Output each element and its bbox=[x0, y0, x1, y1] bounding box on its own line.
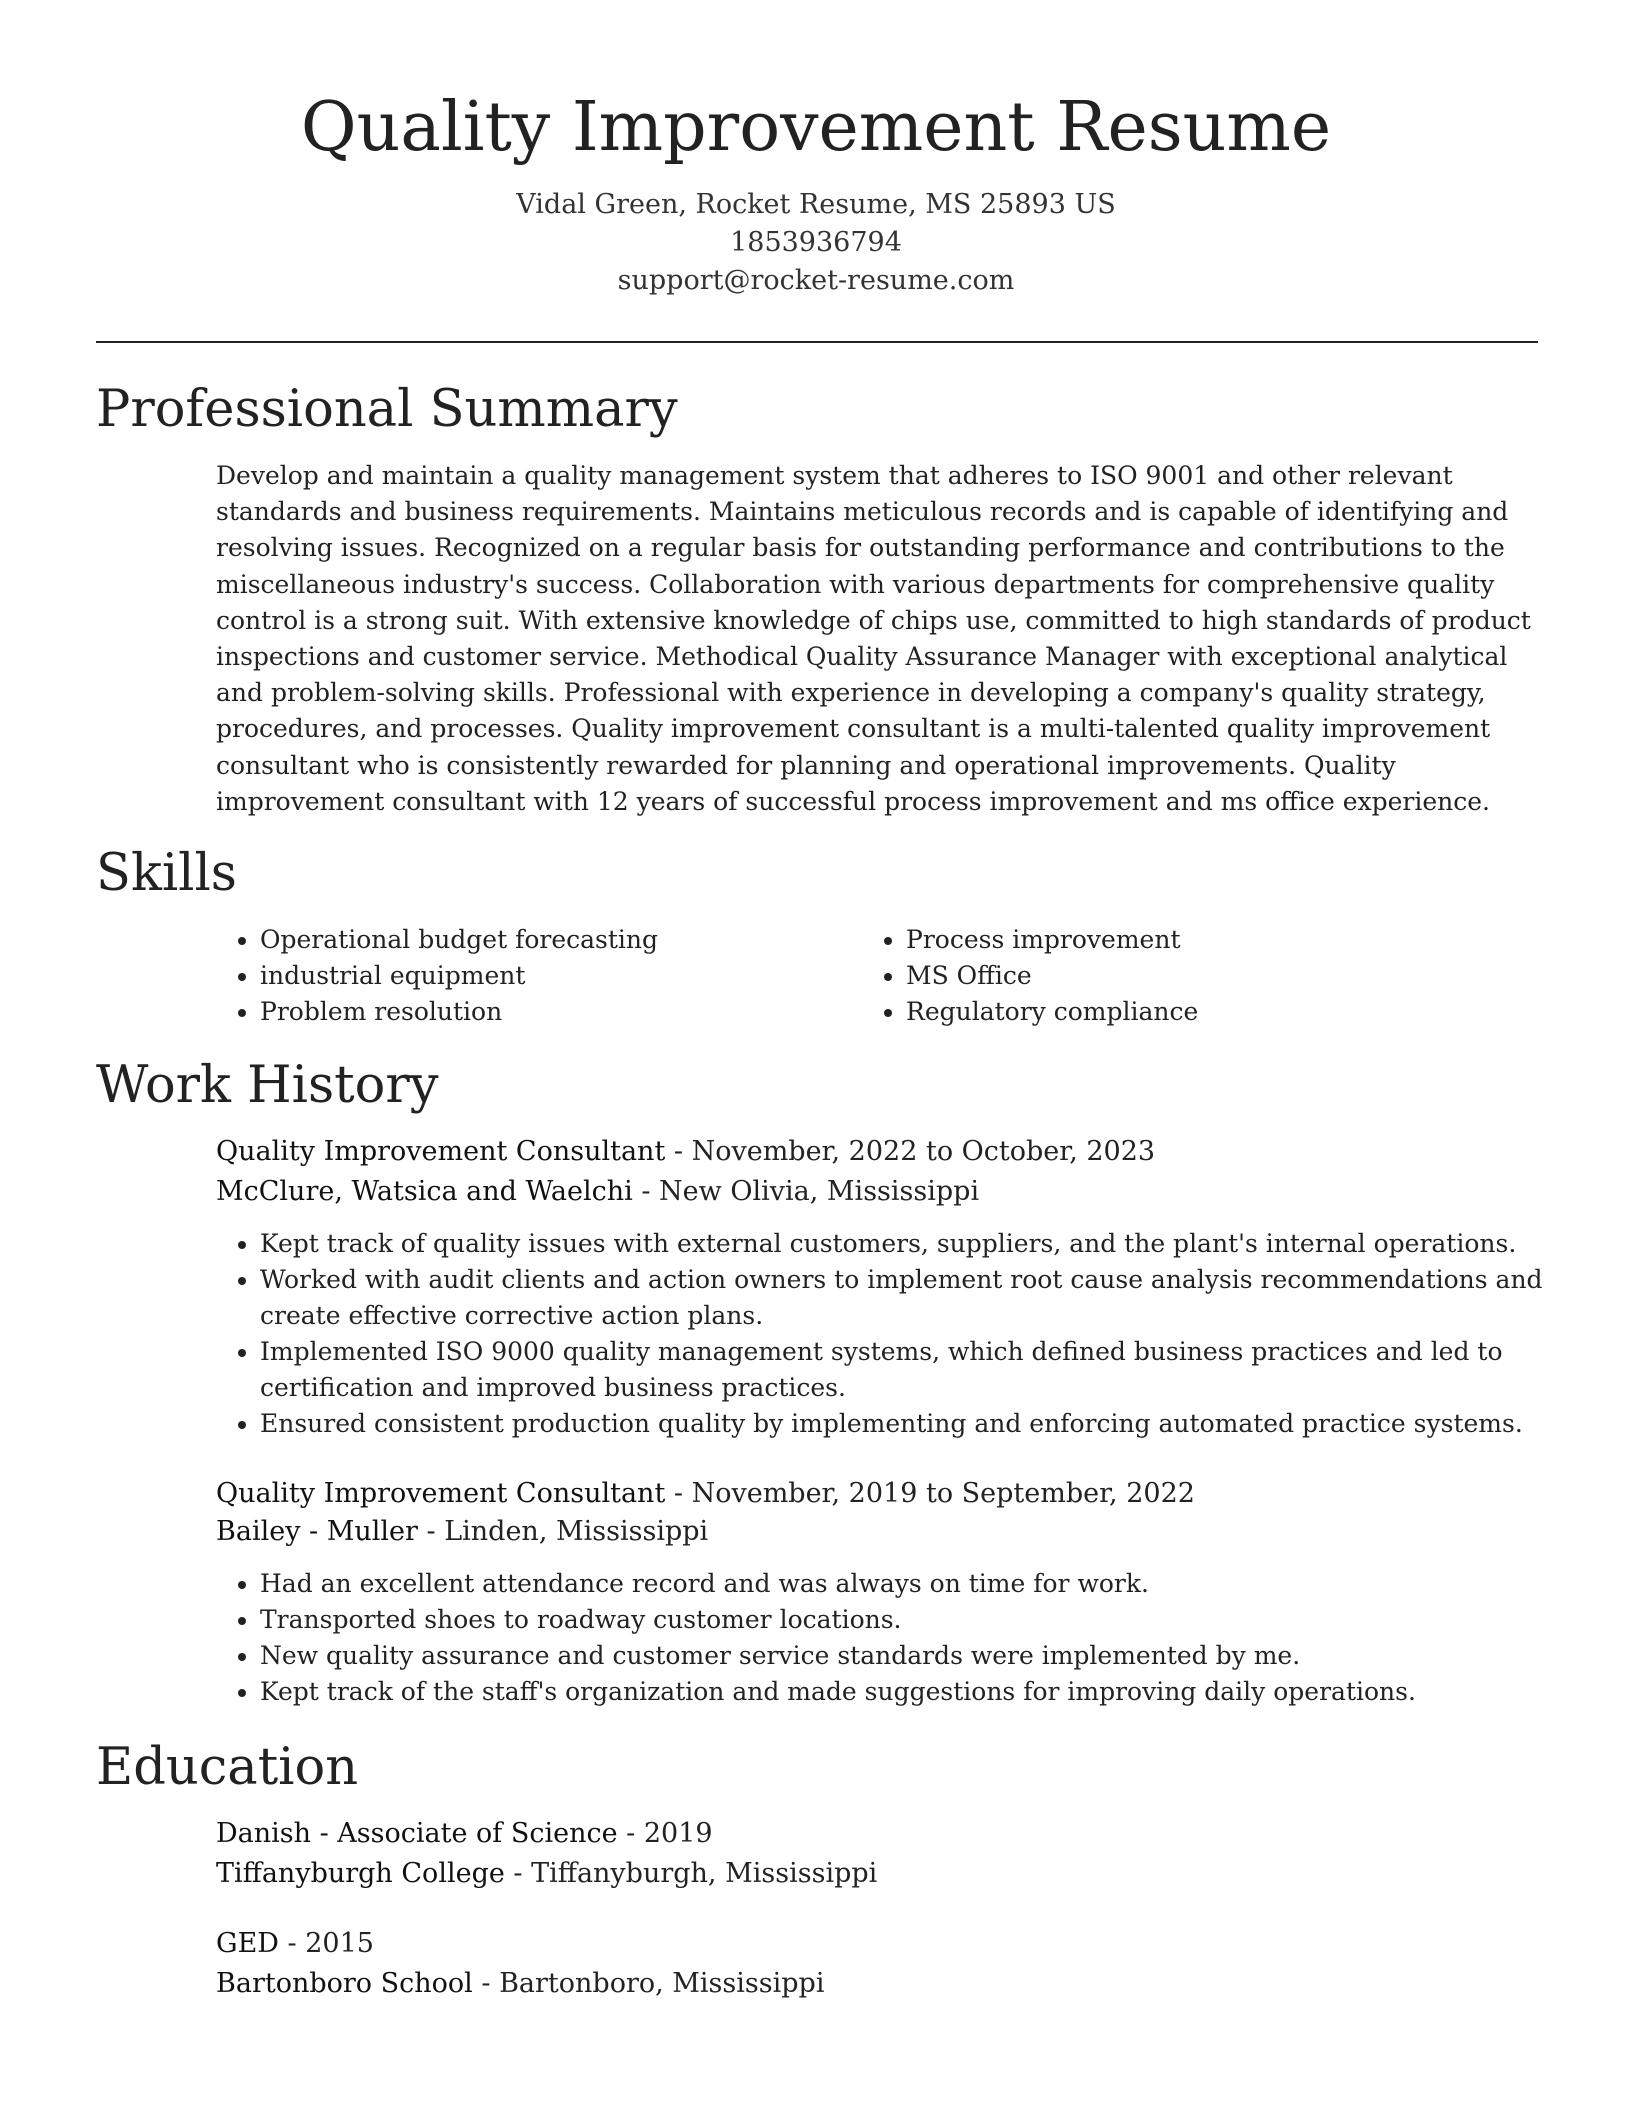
skill-item: • MS Office bbox=[906, 958, 1506, 994]
job-bullet: • Had an excellent attendance record and was always on time for work. bbox=[260, 1566, 1582, 1602]
job-bullet: • Ensured consistent production quality by implementing and enforcing automated practice systems. bbox=[260, 1406, 1582, 1442]
education-year: - 2019 bbox=[617, 1818, 713, 1849]
job-bullet: • Kept track of quality issues with external customers, suppliers, and the plant's internal operations. bbox=[260, 1226, 1582, 1262]
education-degree: GED bbox=[216, 1928, 279, 1959]
skills-list-left bbox=[216, 922, 860, 1030]
contact-address: Vidal Green, Rocket Resume, MS 25893 US bbox=[516, 189, 1116, 220]
job-company: McClure, Watsica and Waelchi bbox=[216, 1176, 633, 1207]
job-1-title-line bbox=[216, 1132, 1155, 1172]
education-school: Bartonboro School bbox=[216, 1968, 473, 1999]
education-heading: Education bbox=[96, 1738, 359, 1797]
skill-item: • Problem resolution bbox=[260, 994, 860, 1030]
education-2-school-line bbox=[216, 1964, 824, 2004]
resume-title: Quality Improvement Resume bbox=[300, 88, 1332, 167]
job-company: Bailey - Muller bbox=[216, 1516, 418, 1547]
education-location: - Bartonboro, Mississippi bbox=[472, 1968, 825, 1999]
skill-item: • industrial equipment bbox=[260, 958, 860, 994]
contact-email: support@rocket-resume.com bbox=[617, 265, 1015, 296]
contact-info bbox=[0, 186, 1632, 300]
job-location: - Linden, Mississippi bbox=[417, 1516, 709, 1547]
skills-heading: Skills bbox=[96, 844, 237, 903]
job-title: Quality Improvement Consultant bbox=[216, 1136, 666, 1167]
education-2-degree-line bbox=[216, 1924, 374, 1964]
job-1-company-line bbox=[216, 1172, 979, 1212]
skill-item: • Regulatory compliance bbox=[906, 994, 1506, 1030]
summary-text: Develop and maintain a quality management system that adheres to ISO 9001 and other relevant standards and business requirements. Maintains meticulous records and is capable of identifying and resolving issues. Recognized on a regular basis for outstanding performance and contributions to the miscellaneous industry's success. Collaboration with various departments for comprehensive quality control is a strong suit. With extensive knowledge of chips use, committed to high standards of product inspections and customer service. Methodical Quality Assurance Manager with exceptional analytical and problem-solving skills. Professional with experience in developing a company's quality strategy, procedures, and processes. Quality improvement consultant is a multi-talented quality improvement consultant who is consistently rewarded for planning and operational improvements. Quality improvement consultant with 12 years of successful process improvement and ms office experience. bbox=[216, 461, 1531, 816]
work-history-heading: Work History bbox=[96, 1056, 439, 1115]
education-degree: Danish - Associate of Science bbox=[216, 1818, 618, 1849]
job-dates: - November, 2019 to September, 2022 bbox=[665, 1478, 1195, 1509]
header-divider bbox=[96, 341, 1538, 343]
summary-heading: Professional Summary bbox=[96, 380, 678, 439]
job-1-bullets bbox=[216, 1226, 1582, 1442]
skill-item: • Process improvement bbox=[906, 922, 1506, 958]
job-2-bullets bbox=[216, 1566, 1582, 1710]
education-school: Tiffanyburgh College bbox=[216, 1858, 505, 1889]
education-1-degree-line bbox=[216, 1814, 713, 1854]
skill-item: • Operational budget forecasting bbox=[260, 922, 860, 958]
job-2-title-line bbox=[216, 1474, 1195, 1514]
job-bullet: • Kept track of the staff's organization and made suggestions for improving daily operations. bbox=[260, 1674, 1582, 1710]
education-year: - 2015 bbox=[278, 1928, 374, 1959]
job-bullet: • New quality assurance and customer service standards were implemented by me. bbox=[260, 1638, 1582, 1674]
job-title: Quality Improvement Consultant bbox=[216, 1478, 666, 1509]
job-dates: - November, 2022 to October, 2023 bbox=[665, 1136, 1156, 1167]
education-location: - Tiffanyburgh, Mississippi bbox=[504, 1858, 878, 1889]
contact-phone: 1853936794 bbox=[730, 227, 902, 258]
skills-list-right bbox=[862, 922, 1506, 1030]
job-2-company-line bbox=[216, 1512, 708, 1552]
job-bullet: • Implemented ISO 9000 quality management systems, which defined business practices and led to certification and improved business practices. bbox=[260, 1334, 1582, 1406]
job-location: - New Olivia, Mississippi bbox=[632, 1176, 980, 1207]
education-1-school-line bbox=[216, 1854, 877, 1894]
job-bullet: • Transported shoes to roadway customer locations. bbox=[260, 1602, 1582, 1638]
job-bullet: • Worked with audit clients and action owners to implement root cause analysis recommendations and create effective corrective action plans. bbox=[260, 1262, 1582, 1334]
resume-header bbox=[0, 80, 1632, 300]
